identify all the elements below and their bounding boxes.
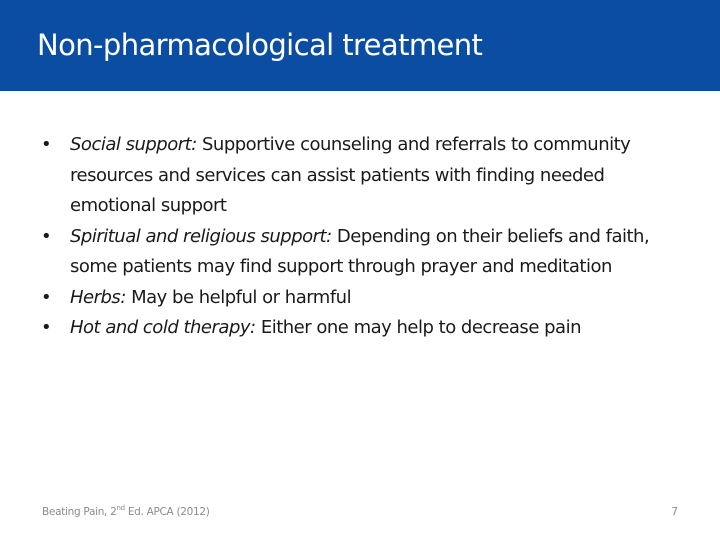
bullet-item-spiritual-support [41, 222, 691, 283]
bullet-icon: • [41, 134, 52, 155]
slide-title: Non-pharmacological treatment [37, 28, 483, 62]
bullet-term: Social support: [70, 134, 197, 155]
bullet-icon: • [41, 317, 52, 338]
bullet-text: Depending on their beliefs and faith, some patients may find support through prayer and meditation [70, 225, 650, 277]
bullet-item-herbs [41, 283, 691, 314]
bullet-text: Supportive counseling and referrals to community resources and services can assist patients with finding needed emotional support [70, 134, 631, 216]
bullet-list [41, 130, 691, 344]
bullet-item-social-support [41, 130, 691, 222]
footer-source [42, 506, 210, 518]
bullet-term: Hot and cold therapy: [70, 317, 256, 338]
bullet-icon: • [41, 225, 52, 247]
bullet-text: Either one may help to decrease pain [255, 317, 581, 338]
footer-source-suffix: Ed. APCA (2012) [124, 506, 210, 518]
footer-source-superscript: nd [116, 504, 125, 512]
bullet-term: Herbs: [70, 286, 126, 308]
bullet-icon: • [41, 286, 52, 308]
footer-source-prefix: Beating Pain, 2 [42, 506, 117, 518]
bullet-text: May be helpful or harmful [125, 286, 352, 308]
title-bar [0, 0, 720, 91]
page-number: 7 [671, 506, 678, 518]
bullet-item-hot-cold-therapy [41, 313, 691, 344]
bullet-term: Spiritual and religious support: [70, 225, 332, 247]
